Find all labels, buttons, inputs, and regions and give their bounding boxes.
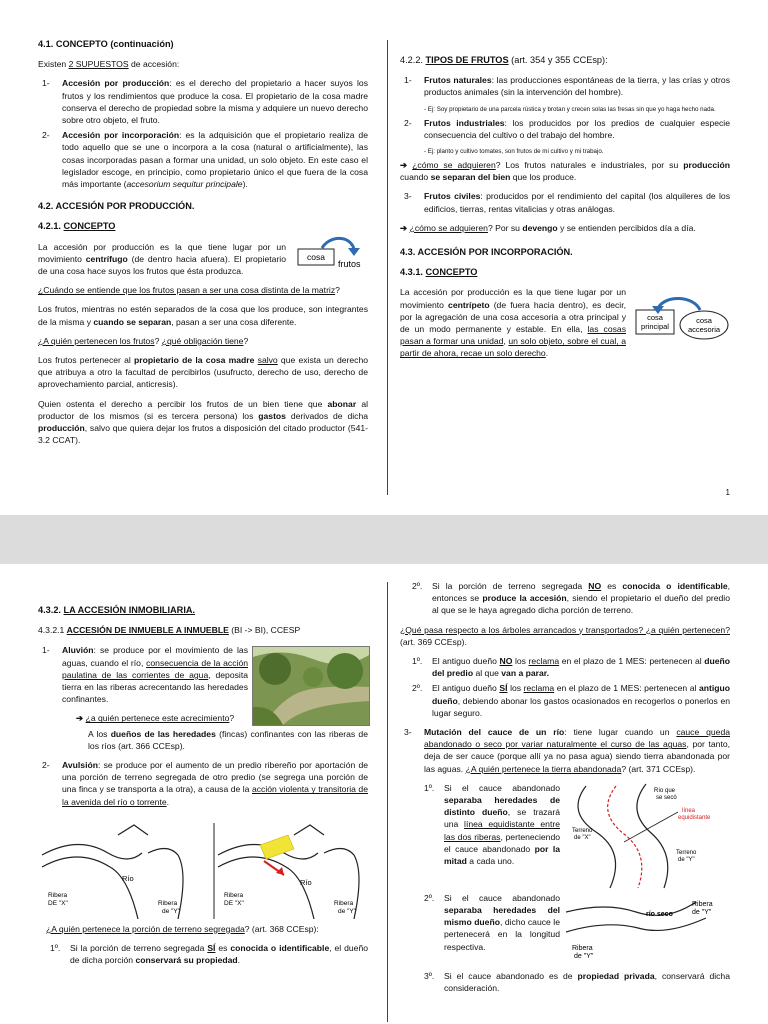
list-item: 2º. Si la porción de terreno segregada NO es conocida o identificable, entonces se produce la accesión, siendo el propietario el dueño del predio al que se le haya agregado dicha porción de terreno. — [412, 581, 731, 616]
sketch-linea-label: línea — [682, 807, 696, 814]
list-item: 2º. El antiguo dueño SÍ los reclama en el plazo de 1 MES: pertenecen al antiguo dueño, debiendo abonar los gastos ocasionados en recogerlos o ponerlos en lugar seguro. — [412, 683, 730, 718]
frutos-list — [400, 74, 730, 98]
linea-equidistante — [608, 786, 642, 888]
arrow-adquieren-2: ➔ ¿cómo se adquieren? Por su devengo y se entienden percibidos día a día. — [400, 222, 696, 233]
sketch-ribera-x-label: Ribera — [224, 891, 244, 899]
page-2-left-column — [38, 604, 368, 973]
cauce-mismo-block — [400, 892, 730, 970]
sketch-rio-label: Río — [300, 877, 312, 887]
sketch-ribera-label: de "Y" — [574, 952, 594, 960]
supuestos-list — [38, 77, 368, 190]
aluvion-question: ➔ ¿a quién pertenece este acrecimiento? — [76, 713, 235, 724]
sketch-ribera-y-label: Ribera — [334, 899, 354, 907]
page-2 — [0, 564, 768, 1024]
sketch-rio-label: Río que — [654, 787, 676, 794]
list-item: 1- Frutos naturales: las producciones espontáneas de la tierra, y las crías y otros productos animales (sin la intervención del hombre). — [404, 75, 730, 98]
produccion-diagram — [296, 233, 368, 279]
subsection-title-4-2-2: 4.2.2. TIPOS DE FRUTOS (art. 354 y 355 CCEsp): — [400, 55, 608, 65]
list-item: 2º. Si el cauce abandonado separaba heredades del mismo dueño, dicho cauce le pertenecerá en la longitud respectiva. — [424, 892, 560, 952]
sketch-ribera-x-label: Ribera — [48, 891, 68, 899]
cauce-distinto-block — [400, 782, 730, 892]
list-item: 3- Mutación del cauce de un río: tiene lugar cuando un cauce queda abandonado o seco por variar naturalmente el curso de las aguas, por tanto, deja de ser cauce (porque allí ya no pasa agua) siendo tierra abandonada por las aguas. ¿A quién pertenece la tierra abandonada? (art. 371 CCEsp). — [404, 727, 730, 774]
diagram-principal-label: cosa — [647, 313, 663, 323]
diagram-frutos-label: frutos — [338, 258, 361, 269]
list-item: 3º. Si el cauce abandonado es de propiedad privada, conservará dicha consideración. — [424, 970, 730, 994]
column-divider — [387, 40, 388, 495]
list-item: 2- Frutos industriales: los producidos por los predios de cualquier especie consecuencia del cultivo o del trabajo del hombre. — [404, 117, 730, 140]
subsection-title-4-3-1: 4.3.1. CONCEPTO — [400, 267, 478, 278]
pertenecer-paragraph: Los frutos pertenecer al propietario de la cosa madre salvo que exista un derecho que atribuya a otro la facultad de percibirlos (usufructo, derecho de uso, derecho de aprovechamiento parcial, anticresis). — [38, 355, 369, 390]
sketch-rio-label: se secó — [656, 794, 677, 801]
list-item: 3- Frutos civiles: producidos por el rendimiento del capital (los alquileres de los edificios, tierras, rentas vitalicias y otras análogas. — [404, 191, 730, 214]
accesion-list — [38, 644, 248, 705]
cauce-mismo-sketch — [566, 892, 730, 966]
aluvion-answer: A los dueños de las heredades (fincas) confinantes con las riberas de los ríos (art. 366 CCEsp). — [88, 728, 368, 751]
sketch-linea-label: equidistante — [678, 814, 711, 821]
sketch-ribera-y-label: de "Y" — [338, 907, 356, 915]
sketch-ribera-x-label: DE "X" — [48, 899, 68, 907]
sketch-ribera-label: Ribera — [692, 900, 713, 908]
incorporacion-block — [400, 286, 730, 359]
diagram-cosa-label: cosa — [307, 251, 325, 262]
sketch-ribera-label: Ribera — [572, 944, 593, 952]
list-item: 1º. Si la porción de terreno segregada SÍ es conocida o identificable, el dueño de dicha porción conservará su propiedad. — [50, 943, 369, 966]
sketch-ribera-x-label: DE "X" — [224, 899, 244, 907]
sketch-ribera-y-label: Ribera — [158, 899, 178, 907]
concept-block — [38, 241, 368, 278]
section-title-4-1: 4.1. CONCEPTO (continuación) — [38, 39, 174, 49]
segregada-list — [400, 580, 730, 617]
segregada-list — [38, 942, 368, 966]
accesion-list — [38, 759, 368, 808]
question-arboles: ¿Qué pasa respecto a los árboles arrancados y transportados? ¿a quién pertenecen? (art. 369 CCEsp). — [400, 624, 730, 647]
diagram-accesoria-label: accesoria — [687, 325, 721, 335]
cauce-distinto-sketch — [566, 782, 730, 892]
incorporacion-diagram — [632, 292, 730, 344]
right-arrow-icon: ➔ — [400, 222, 410, 233]
sketch-terreno-y-label: de "Y" — [678, 856, 695, 863]
subsection-title-4-2-1: 4.2.1. CONCEPTO — [38, 221, 116, 232]
page-1-left-column — [38, 38, 368, 453]
sketch-terreno-x-label: Terreno — [572, 827, 593, 834]
list-item: 1º. El antiguo dueño NO los reclama en el plazo de 1 MES: pertenecen al dueño del predio al que van a parar. — [412, 656, 730, 679]
example-natural: - Ej: Soy propietario de una parcela rústica y brotan y crecen solas las fresas sin que yo haga hecho nada. — [424, 105, 716, 113]
right-arrow-icon: ➔ — [76, 713, 86, 724]
sketch-ribera-label: de "Y" — [692, 908, 712, 916]
page-2-right-column — [400, 580, 730, 1001]
diagram-principal-label: principal — [641, 322, 669, 332]
column-divider — [387, 582, 388, 1022]
list-item: 1º. Si el cauce abandonado separaba heredades de distinto dueño, se trazará una línea equidistante entre las dos riberas, perteneciendo el cauce abandonado por la mitad a cada uno. — [424, 782, 561, 867]
page-1-right-column — [400, 54, 730, 367]
subsection-title-4-3-2: 4.3.2. LA ACCESIÓN INMOBILIARIA. — [38, 605, 196, 615]
cauce-list — [400, 970, 730, 994]
ostenta-paragraph: Quien ostenta el derecho a percibir los frutos de un bien tiene que abonar al productor de los mismos (si es tercera persona) los gastos derivados de dicha producción, salvo que quiera dejar los frutos a disposición del citado productor (541-3.2 CCAT). — [38, 398, 369, 446]
intro-paragraph: Existen 2 SUPUESTOS de accesión: — [38, 59, 180, 70]
concept-paragraph: La accesión por producción es la que tiene lugar por un movimiento centrífugo (de dentro hacia afuera). El propietario de una cosa hace suyos los frutos que ésta produzca. — [38, 241, 286, 277]
right-arrow-icon: ➔ — [400, 160, 413, 171]
cauce-list — [400, 892, 560, 953]
question-cuando: ¿Cuándo se entiende que los frutos pasan a ser una cosa distinta de la matriz? — [38, 285, 340, 296]
sketch-rio-label: Río — [122, 873, 134, 883]
inward-arrow-icon — [658, 299, 700, 311]
subsection-title-4-3-2-1: 4.3.2.1 ACCESIÓN DE INMUEBLE A INMUEBLE (BI -> BI), CCESP — [38, 625, 301, 636]
accesion-list — [400, 726, 730, 775]
frutos-paragraph: Los frutos, mientras no estén separados de la cosa que los produce, son integrantes de la misma y cuando se separan, pasan a ser una cosa diferente. — [38, 304, 368, 327]
frutos-list — [400, 190, 730, 214]
incorporacion-paragraph: La accesión por producción es la que tiene lugar por un movimiento centrípeto (de fuera hacia dentro), es decir, por la agregación de una cosa accesoria a otra principal y de un modo permanente y estable. En ella, las cosas pasan a formar una unidad, un solo objeto, sobre el cual, a partir de ahora, recae un solo derecho. — [400, 287, 626, 359]
example-industrial: - Ej: planto y cultivo tomates, son frutos de mi cultivo y mi trabajo. — [424, 148, 604, 156]
river-photo — [252, 646, 370, 726]
list-item: 1- Accesión por producción: es el derecho del propietario a hacer suyos los frutos y los rendimientos que produce la cosa. El propietario de la cosa madre conserva el derecho de propiedad sobre la misma y adquiere un nuevo derecho sobre otro objeto, el fruto. — [42, 78, 368, 126]
section-title-4-2: 4.2. ACCESIÓN POR PRODUCCIÓN. — [38, 201, 195, 212]
sketch-rio-seco-label: río seco — [646, 910, 673, 918]
sketch-terreno-y-label: Terreno — [676, 849, 697, 856]
list-item: 2- Accesión por incorporación: es la adquisición que el propietario realiza de todo aquello que se une o incorpora a la cosa (natural o artificialmente), las cosas incorporadas pasan a formar una unidad, un solo objeto. En este caso el legislador escoge, en principio, como propietario único el que fuera de la cosa más importante (accesorium sequitur principale). — [42, 130, 368, 190]
diagram-accesoria-label: cosa — [696, 316, 712, 326]
frutos-list — [400, 117, 730, 141]
list-item: 1- Aluvión: se produce por el movimiento de las aguas, cuando el río, consecuencia de la acción paulatina de las corrientes de agua, deposita tierra en las riberas acrecentando las heredades confinantes. — [42, 645, 248, 705]
page-number: 1 — [725, 488, 730, 497]
outward-arrow-icon — [322, 238, 354, 249]
section-title-4-3: 4.3. ACCESIÓN POR INCORPORACIÓN. — [400, 247, 573, 258]
list-item: 2- Avulsión: se produce por el aumento de un predio ribereño por aportación de una porción de terreno segregada de otro predio (se segrega una porción de una finca y se transporta a la otra), a causa de la acción violenta y transitoria de la avenida del río o torrente. — [42, 760, 368, 807]
sketch-terreno-x-label: de "X" — [574, 834, 591, 841]
sketch-ribera-y-label: de "Y" — [162, 907, 180, 915]
question-segregada: ¿A quién pertenece la porción de terreno segregada? (art. 368 CCEsp): — [46, 923, 319, 934]
river-photo-illustration — [253, 647, 369, 725]
cauce-list — [400, 782, 560, 867]
arrow-adquieren-1: ➔ ¿cómo se adquieren? Los frutos naturales e industriales, por su producción cuando se separan del bien que los produce. — [400, 160, 731, 183]
aluvion-block — [38, 644, 368, 705]
arboles-list — [400, 655, 730, 719]
question-quien: ¿A quién pertenecen los frutos? ¿qué obligación tiene? — [38, 335, 249, 346]
avulsion-sketch — [38, 815, 368, 919]
